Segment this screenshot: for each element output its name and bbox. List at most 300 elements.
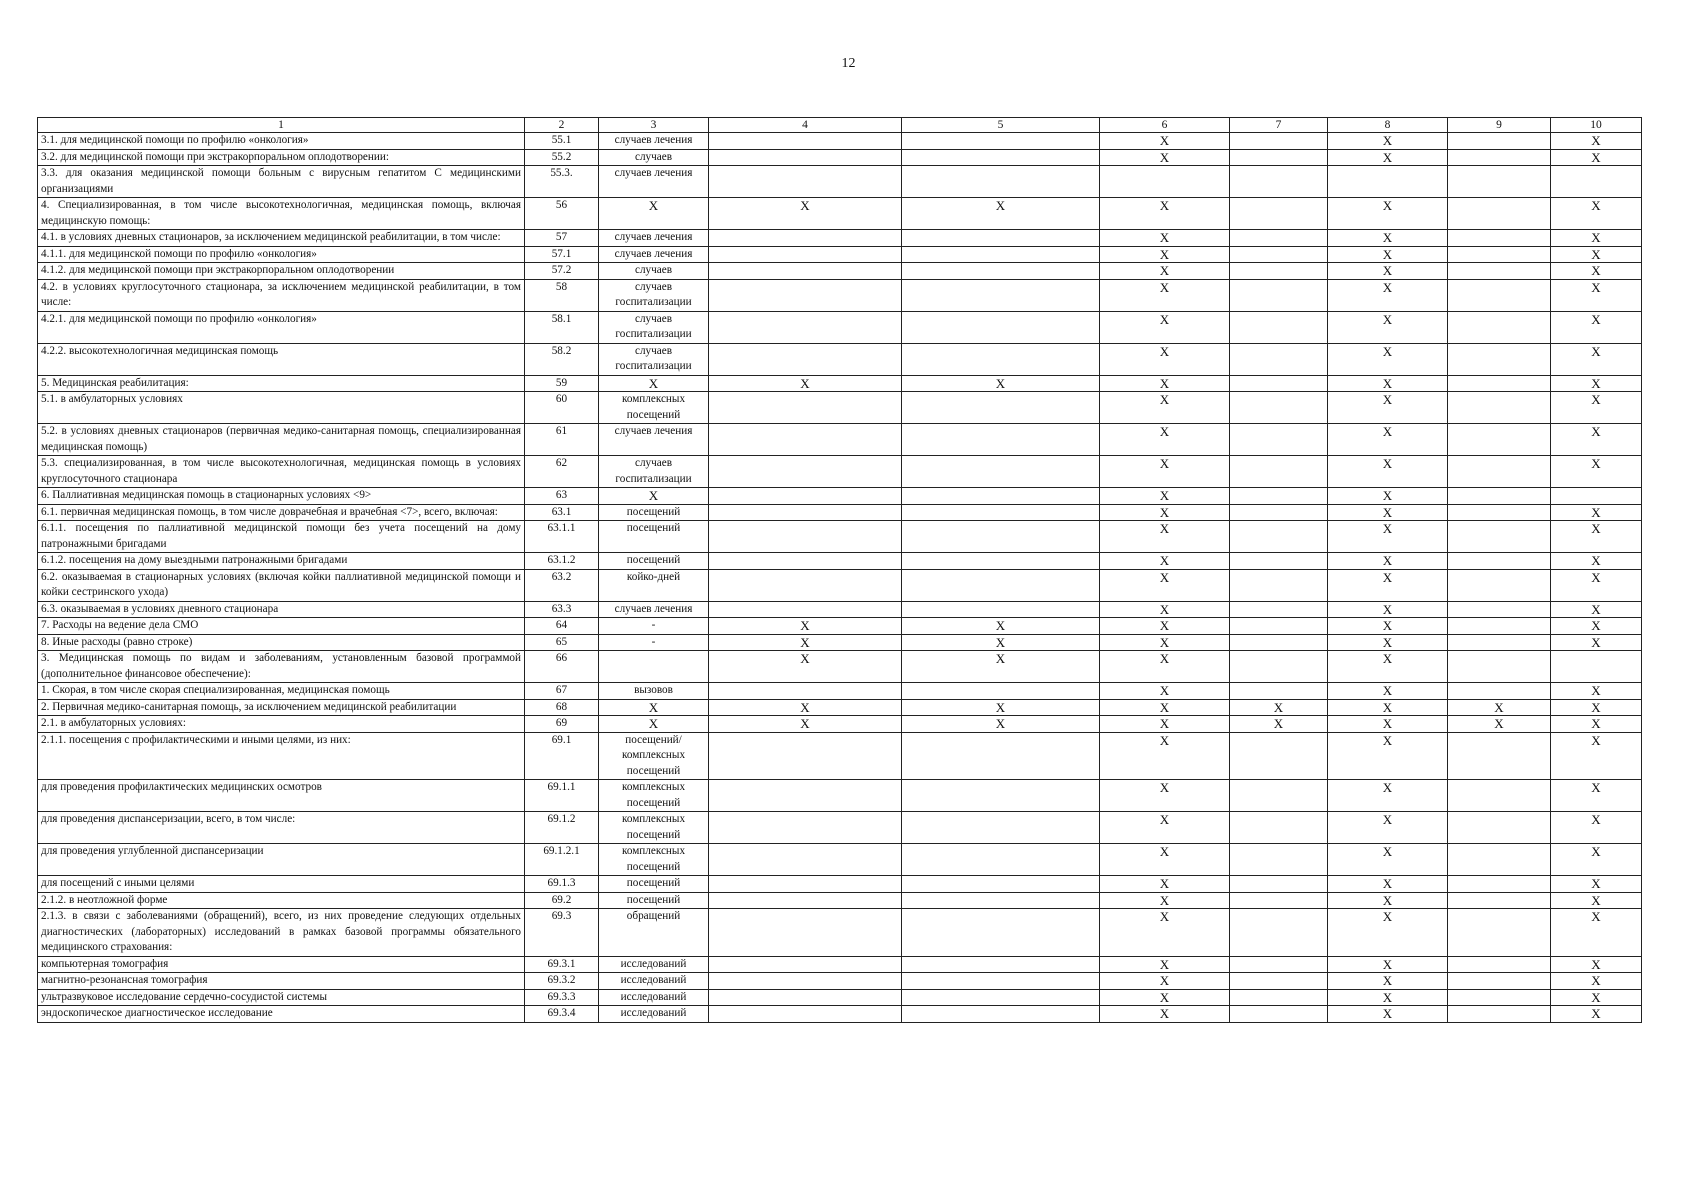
row-label-cell: ультразвуковое исследование сердечно-сосудистой системы [38, 989, 525, 1006]
table-cell [1230, 246, 1328, 263]
table-cell [1448, 812, 1551, 844]
table-cell: 65 [525, 634, 599, 651]
table-cell: X [1551, 634, 1642, 651]
table-cell: X [1100, 198, 1230, 230]
table-cell [1230, 876, 1328, 893]
table-cell: 67 [525, 683, 599, 700]
table-cell: X [1328, 780, 1448, 812]
table-cell [1448, 263, 1551, 280]
table-row [38, 699, 1642, 716]
table-cell: X [1551, 198, 1642, 230]
table-cell: 61 [525, 424, 599, 456]
table-cell [1230, 553, 1328, 570]
table-cell [1230, 279, 1328, 311]
table-cell [1448, 424, 1551, 456]
table-row [38, 311, 1642, 343]
table-cell: 63.3 [525, 601, 599, 618]
table-cell: X [1100, 844, 1230, 876]
table-cell: X [1100, 716, 1230, 733]
row-label-cell: 6.3. оказываемая в условиях дневного стационара [38, 601, 525, 618]
header-row [38, 118, 1642, 133]
table-cell [709, 504, 902, 521]
table-cell: X [1328, 343, 1448, 375]
table-cell: X [1328, 263, 1448, 280]
table-cell: X [1100, 246, 1230, 263]
table-cell [709, 166, 902, 198]
table-cell: X [1551, 149, 1642, 166]
table-row [38, 521, 1642, 553]
table-row [38, 973, 1642, 990]
table-cell [902, 569, 1100, 601]
table-cell: X [1100, 1006, 1230, 1023]
table-row [38, 553, 1642, 570]
table-cell [1448, 569, 1551, 601]
table-cell: X [709, 634, 902, 651]
table-cell [1448, 601, 1551, 618]
table-cell: 69.1.2.1 [525, 844, 599, 876]
table-cell: X [1328, 424, 1448, 456]
table-cell: X [1551, 812, 1642, 844]
table-cell: X [1328, 844, 1448, 876]
table-cell [1551, 651, 1642, 683]
table-cell [709, 246, 902, 263]
table-cell: 57.2 [525, 263, 599, 280]
row-label-cell: 4.1. в условиях дневных стационаров, за исключением медицинской реабилитации, в том числе: [38, 230, 525, 247]
table-row [38, 569, 1642, 601]
table-cell: X [1551, 504, 1642, 521]
table-row [38, 909, 1642, 957]
table-cell: 63.1.1 [525, 521, 599, 553]
table-cell: случаев [599, 263, 709, 280]
table-cell: X [1551, 343, 1642, 375]
column-header-9: 9 [1448, 118, 1551, 133]
table-cell: X [1100, 618, 1230, 635]
table-row [38, 989, 1642, 1006]
table-cell [1230, 844, 1328, 876]
table-cell [1230, 504, 1328, 521]
table-cell [709, 488, 902, 505]
table-cell: X [1100, 456, 1230, 488]
table-cell [1448, 780, 1551, 812]
table-cell [1448, 149, 1551, 166]
row-label-cell: 2.1.1. посещения с профилактическими и иными целями, из них: [38, 732, 525, 780]
table-cell: X [1551, 844, 1642, 876]
table-cell: исследований [599, 1006, 709, 1023]
table-cell [902, 246, 1100, 263]
table-cell: X [1100, 876, 1230, 893]
table-cell: X [1328, 279, 1448, 311]
table-cell: X [1551, 601, 1642, 618]
table-cell [1448, 634, 1551, 651]
column-header-7: 7 [1230, 118, 1328, 133]
table-cell: X [902, 634, 1100, 651]
table-cell: X [1328, 651, 1448, 683]
table-cell [709, 343, 902, 375]
table-cell [709, 956, 902, 973]
table-cell [902, 876, 1100, 893]
row-label-cell: 6. Паллиативная медицинская помощь в стационарных условиях <9> [38, 488, 525, 505]
table-cell: X [1551, 1006, 1642, 1023]
table-cell [1230, 601, 1328, 618]
table-cell: X [1551, 424, 1642, 456]
table-cell [902, 149, 1100, 166]
table-cell [902, 488, 1100, 505]
table-cell: X [1100, 892, 1230, 909]
table-cell: X [709, 618, 902, 635]
table-cell [709, 780, 902, 812]
table-cell [1448, 683, 1551, 700]
table-cell: X [709, 716, 902, 733]
table-cell [1448, 956, 1551, 973]
table-cell: X [1100, 230, 1230, 247]
table-row [38, 892, 1642, 909]
table-cell [1230, 311, 1328, 343]
table-cell: X [1328, 553, 1448, 570]
table-cell: X [599, 699, 709, 716]
table-cell [1448, 246, 1551, 263]
table-cell: X [709, 198, 902, 230]
table-cell [709, 456, 902, 488]
table-cell: X [1100, 699, 1230, 716]
table-cell [1448, 521, 1551, 553]
table-cell: 69.1.3 [525, 876, 599, 893]
table-cell: случаев госпитализации [599, 311, 709, 343]
row-label-cell: 3.2. для медицинской помощи при экстракорпоральном оплодотворении: [38, 149, 525, 166]
table-cell [709, 876, 902, 893]
page-number: 12 [841, 56, 856, 71]
table-row [38, 956, 1642, 973]
table-cell: случаев лечения [599, 230, 709, 247]
table-cell [902, 166, 1100, 198]
table-cell: 66 [525, 651, 599, 683]
table-row [38, 844, 1642, 876]
table-cell [1448, 311, 1551, 343]
table-cell [1448, 392, 1551, 424]
table-row [38, 424, 1642, 456]
table-cell: X [1100, 989, 1230, 1006]
table-cell: X [1328, 618, 1448, 635]
table-cell: посещений [599, 892, 709, 909]
table-cell [902, 230, 1100, 247]
table-cell [902, 989, 1100, 1006]
table-cell [902, 844, 1100, 876]
table-row [38, 343, 1642, 375]
table-cell [1230, 375, 1328, 392]
table-cell [1448, 279, 1551, 311]
data-table [37, 117, 1642, 1023]
table-cell [1230, 989, 1328, 1006]
table-cell [709, 263, 902, 280]
table-cell: X [1100, 488, 1230, 505]
table-cell: 59 [525, 375, 599, 392]
table-cell: 69.3 [525, 909, 599, 957]
column-header-10: 10 [1551, 118, 1642, 133]
table-cell [902, 683, 1100, 700]
table-cell: 63.1.2 [525, 553, 599, 570]
table-cell: X [1328, 956, 1448, 973]
table-cell: обращений [599, 909, 709, 957]
table-row [38, 780, 1642, 812]
table-cell [902, 812, 1100, 844]
table-cell: X [1551, 279, 1642, 311]
row-label-cell: 4.2. в условиях круглосуточного стационара, за исключением медицинской реабилитации, в том числе: [38, 279, 525, 311]
table-cell: случаев госпитализации [599, 456, 709, 488]
row-label-cell: 2.1. в амбулаторных условиях: [38, 716, 525, 733]
table-cell: посещений [599, 504, 709, 521]
table-row [38, 392, 1642, 424]
table-cell: 68 [525, 699, 599, 716]
table-cell: - [599, 634, 709, 651]
table-cell [709, 311, 902, 343]
table-cell: X [1100, 651, 1230, 683]
row-label-cell: магнитно-резонансная томография [38, 973, 525, 990]
row-label-cell: 4.1.1. для медицинской помощи по профилю «онкология» [38, 246, 525, 263]
row-label-cell: 5.1. в амбулаторных условиях [38, 392, 525, 424]
row-label-cell: 5.2. в условиях дневных стационаров (первичная медико-санитарная помощь, специализированная медицинская помощь) [38, 424, 525, 456]
table-cell [902, 311, 1100, 343]
table-cell: X [1100, 956, 1230, 973]
row-label-cell: 6.1.2. посещения на дому выездными патронажными бригадами [38, 553, 525, 570]
table-cell [1328, 166, 1448, 198]
table-cell [1551, 166, 1642, 198]
table-row [38, 812, 1642, 844]
table-cell [709, 569, 902, 601]
table-cell [902, 1006, 1100, 1023]
table-cell [1448, 909, 1551, 957]
table-cell: X [1551, 553, 1642, 570]
table-cell: X [1328, 812, 1448, 844]
table-cell [1230, 133, 1328, 150]
table-cell [1448, 166, 1551, 198]
table-cell: 63 [525, 488, 599, 505]
table-cell: X [1551, 732, 1642, 780]
table-cell: 55.3. [525, 166, 599, 198]
table-cell [709, 392, 902, 424]
table-row [38, 651, 1642, 683]
table-row [38, 716, 1642, 733]
table-cell: X [709, 699, 902, 716]
table-cell: X [1328, 876, 1448, 893]
table-cell: X [1551, 876, 1642, 893]
table-cell [1230, 263, 1328, 280]
table-cell [1230, 909, 1328, 957]
column-header-6: 6 [1100, 118, 1230, 133]
table-cell [709, 973, 902, 990]
table-cell [709, 230, 902, 247]
table-cell: 57 [525, 230, 599, 247]
table-cell [1230, 683, 1328, 700]
table-cell [902, 909, 1100, 957]
table-cell: X [1551, 716, 1642, 733]
table-cell [709, 909, 902, 957]
table-cell: 69.2 [525, 892, 599, 909]
table-cell: X [1328, 699, 1448, 716]
table-cell: 69.1.2 [525, 812, 599, 844]
table-cell: 69.3.1 [525, 956, 599, 973]
table-cell: X [1100, 392, 1230, 424]
table-cell: вызовов [599, 683, 709, 700]
row-label-cell: 4.2.1. для медицинской помощи по профилю «онкология» [38, 311, 525, 343]
table-cell [1448, 198, 1551, 230]
table-cell: X [1100, 973, 1230, 990]
table-cell: X [599, 716, 709, 733]
row-label-cell: для проведения профилактических медицинских осмотров [38, 780, 525, 812]
table-cell: X [1100, 375, 1230, 392]
table-cell: 69.3.4 [525, 1006, 599, 1023]
table-cell: X [1328, 392, 1448, 424]
table-cell [902, 892, 1100, 909]
column-header-1: 1 [38, 118, 525, 133]
row-label-cell: для проведения углубленной диспансеризации [38, 844, 525, 876]
table-cell [1448, 973, 1551, 990]
table-cell: комплексных посещений [599, 780, 709, 812]
table-cell: X [1328, 230, 1448, 247]
table-row [38, 198, 1642, 230]
table-cell [1551, 488, 1642, 505]
table-row [38, 166, 1642, 198]
table-cell [709, 279, 902, 311]
table-cell: X [1551, 521, 1642, 553]
table-cell: X [902, 651, 1100, 683]
table-cell [902, 424, 1100, 456]
table-cell: случаев [599, 149, 709, 166]
row-label-cell: 2.1.2. в неотложной форме [38, 892, 525, 909]
table-cell [1230, 149, 1328, 166]
table-cell: X [902, 699, 1100, 716]
table-cell: X [1551, 699, 1642, 716]
table-row [38, 683, 1642, 700]
table-cell: 64 [525, 618, 599, 635]
table-cell: X [1100, 683, 1230, 700]
table-cell: случаев лечения [599, 133, 709, 150]
table-cell: X [599, 198, 709, 230]
row-label-cell: 4.1.2. для медицинской помощи при экстракорпоральном оплодотворении [38, 263, 525, 280]
table-row [38, 488, 1642, 505]
table-cell [1448, 1006, 1551, 1023]
table-cell: случаев лечения [599, 166, 709, 198]
table-cell [709, 683, 902, 700]
table-cell [709, 149, 902, 166]
table-cell: случаев лечения [599, 246, 709, 263]
table-cell [902, 456, 1100, 488]
table-cell [1230, 488, 1328, 505]
row-label-cell: 1. Скорая, в том числе скорая специализированная, медицинская помощь [38, 683, 525, 700]
table-cell [1230, 780, 1328, 812]
table-cell [1448, 618, 1551, 635]
table-cell: X [1328, 601, 1448, 618]
table-cell: X [1328, 133, 1448, 150]
table-cell [1448, 133, 1551, 150]
table-cell [1448, 892, 1551, 909]
table-cell: X [1100, 311, 1230, 343]
table-cell: X [1328, 989, 1448, 1006]
table-cell: 63.2 [525, 569, 599, 601]
table-cell: X [1328, 732, 1448, 780]
table-cell [709, 892, 902, 909]
table-cell [902, 780, 1100, 812]
table-cell [1230, 956, 1328, 973]
table-row [38, 732, 1642, 780]
table-cell [1448, 456, 1551, 488]
table-cell [902, 343, 1100, 375]
table-cell [709, 601, 902, 618]
table-cell: X [1100, 553, 1230, 570]
table-cell: X [1100, 149, 1230, 166]
table-cell: случаев госпитализации [599, 279, 709, 311]
table-cell: исследований [599, 956, 709, 973]
table-cell: 69.1.1 [525, 780, 599, 812]
table-cell [1448, 504, 1551, 521]
table-cell: X [1551, 909, 1642, 957]
table-cell: 58.1 [525, 311, 599, 343]
table-cell: X [902, 375, 1100, 392]
table-cell [902, 973, 1100, 990]
row-label-cell: 2. Первичная медико-санитарная помощь, за исключением медицинской реабилитации [38, 699, 525, 716]
table-cell: X [1551, 375, 1642, 392]
table-cell: X [1551, 973, 1642, 990]
table-cell: X [1551, 780, 1642, 812]
table-cell [709, 521, 902, 553]
table-cell: X [1328, 311, 1448, 343]
table-cell: X [1551, 133, 1642, 150]
table-cell [1230, 456, 1328, 488]
table-cell [1230, 198, 1328, 230]
table-cell [709, 553, 902, 570]
table-cell [709, 1006, 902, 1023]
row-label-cell: для проведения диспансеризации, всего, в том числе: [38, 812, 525, 844]
table-cell: 69.3.3 [525, 989, 599, 1006]
table-cell [709, 424, 902, 456]
table-cell: X [1328, 569, 1448, 601]
table-cell: комплексных посещений [599, 812, 709, 844]
row-label-cell: 6.1.1. посещения по паллиативной медицинской помощи без учета посещений на дому патронажными бригадами [38, 521, 525, 553]
table-cell: исследований [599, 989, 709, 1006]
table-cell: X [1100, 133, 1230, 150]
table-cell: X [1448, 716, 1551, 733]
table-cell: комплексных посещений [599, 844, 709, 876]
table-cell: X [1551, 956, 1642, 973]
row-label-cell: 6.1. первичная медицинская помощь, в том числе доврачебная и врачебная <7>, всего, включая: [38, 504, 525, 521]
table-cell: X [709, 375, 902, 392]
table-cell: 57.1 [525, 246, 599, 263]
table-cell [1230, 424, 1328, 456]
table-cell: X [1328, 973, 1448, 990]
table-cell: комплексных посещений [599, 392, 709, 424]
table-row [38, 456, 1642, 488]
table-cell: X [1328, 456, 1448, 488]
table-cell: X [1328, 488, 1448, 505]
table-cell: X [1100, 504, 1230, 521]
column-header-2: 2 [525, 118, 599, 133]
table-cell: X [1100, 909, 1230, 957]
table-cell [709, 732, 902, 780]
table-row [38, 263, 1642, 280]
row-label-cell: 8. Иные расходы (равно строке) [38, 634, 525, 651]
table-cell: 58.2 [525, 343, 599, 375]
table-cell [902, 553, 1100, 570]
table-row [38, 375, 1642, 392]
row-label-cell: 3.3. для оказания медицинской помощи больным с вирусным гепатитом С медицинскими организациями [38, 166, 525, 198]
table-cell: X [1328, 198, 1448, 230]
table-cell: X [1328, 634, 1448, 651]
table-cell [902, 504, 1100, 521]
table-cell: посещений [599, 521, 709, 553]
table-cell: X [902, 716, 1100, 733]
table-cell [1230, 634, 1328, 651]
table-cell: X [1100, 780, 1230, 812]
table-cell [1448, 343, 1551, 375]
table-cell: 63.1 [525, 504, 599, 521]
